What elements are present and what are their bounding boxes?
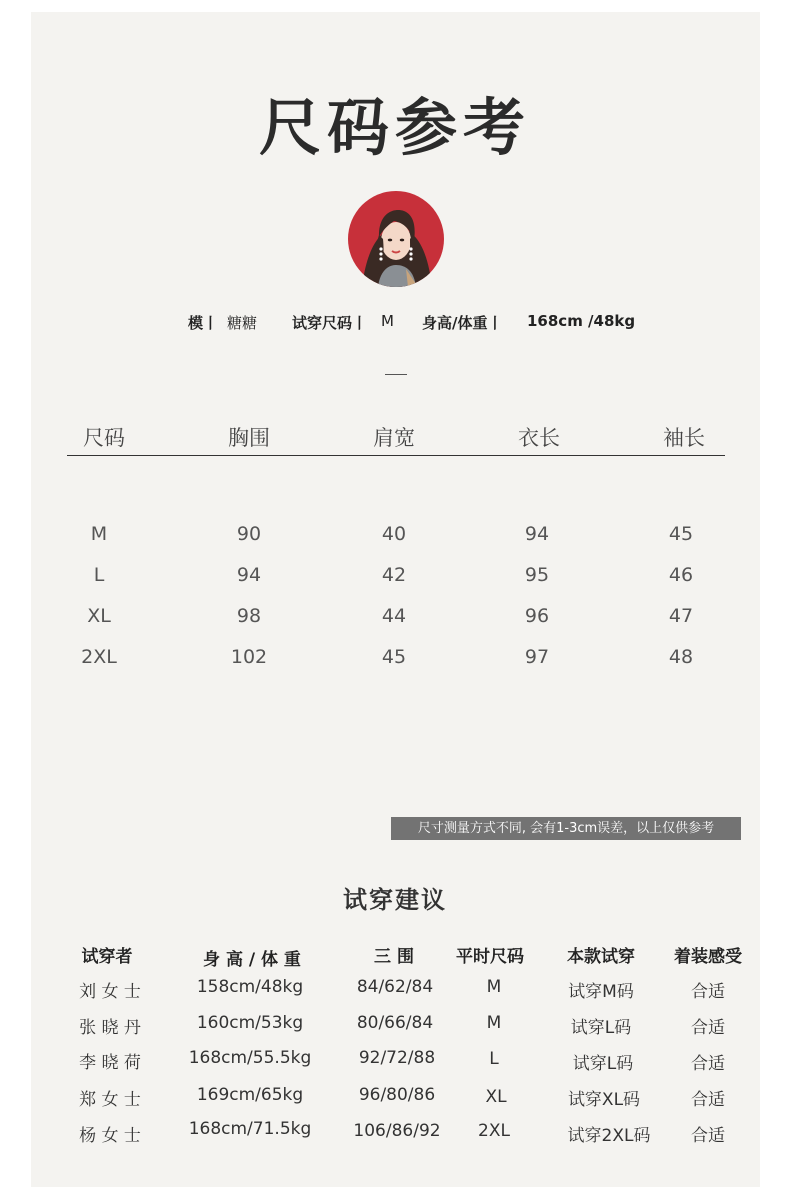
model-avatar — [348, 191, 444, 287]
header-divider — [67, 455, 725, 456]
fit-cell: 试穿L码 — [570, 1018, 632, 1038]
fit-cell: 合适 — [691, 1018, 725, 1038]
size-cell: 40 — [381, 523, 407, 545]
fit-cell: 杨 女 士 — [79, 1126, 141, 1146]
fit-cell: 刘 女 士 — [79, 982, 141, 1002]
fit-table-header: 本款试穿 — [567, 947, 635, 967]
fit-cell: 合适 — [691, 1126, 725, 1146]
size-cell: XL — [87, 605, 111, 627]
measurement-note: 尺寸测量方式不同, 会有1-3cm误差，以上仅供参考 — [391, 817, 741, 840]
size-cell: 46 — [668, 564, 694, 586]
fit-cell: 160cm/53kg — [196, 1013, 304, 1033]
size-table-header: 袖长 — [663, 426, 705, 450]
size-cell: 96 — [524, 605, 550, 627]
fit-cell: 2XL — [478, 1121, 510, 1141]
size-cell: 95 — [524, 564, 550, 586]
fit-cell: 试穿L码 — [572, 1054, 634, 1074]
model-hw-label: 身高/体重丨 — [422, 314, 503, 332]
divider — [385, 374, 407, 375]
fit-cell: 合适 — [691, 1054, 725, 1074]
fit-cell: 168cm/55.5kg — [188, 1048, 312, 1068]
fit-table-header: 身 高 / 体 重 — [203, 950, 301, 970]
model-name: 糖糖 — [227, 314, 258, 332]
fit-cell: 合适 — [691, 982, 725, 1002]
size-table-header: 胸围 — [228, 426, 270, 450]
size-cell: 90 — [236, 523, 262, 545]
size-cell: 97 — [524, 646, 550, 668]
fit-cell: 合适 — [691, 1090, 725, 1110]
fit-cell: M — [486, 1013, 502, 1033]
size-cell: M — [90, 523, 108, 545]
fit-section-title: 试穿建议 — [343, 886, 447, 914]
fit-cell: XL — [485, 1087, 507, 1107]
size-cell: 94 — [524, 523, 550, 545]
size-cell: 47 — [668, 605, 694, 627]
size-cell: L — [93, 564, 105, 586]
size-cell: 94 — [236, 564, 262, 586]
size-table-header: 衣长 — [518, 426, 560, 450]
fit-cell: L — [489, 1049, 499, 1069]
fit-cell: 试穿M码 — [568, 982, 634, 1002]
size-cell: 45 — [381, 646, 407, 668]
fit-cell: 96/80/86 — [358, 1085, 436, 1105]
size-cell: 2XL — [81, 646, 117, 668]
fit-table-header: 着装感受 — [674, 947, 742, 967]
model-size-label: 试穿尺码丨 — [292, 314, 368, 332]
fit-table-header: 平时尺码 — [456, 947, 524, 967]
fit-cell: 168cm/71.5kg — [188, 1119, 312, 1139]
fit-cell: 92/72/88 — [358, 1048, 436, 1068]
fit-cell: M — [486, 977, 502, 997]
fit-cell: 试穿XL码 — [567, 1090, 641, 1110]
model-portrait-image — [348, 191, 444, 287]
size-cell: 102 — [230, 646, 268, 668]
fit-cell: 106/86/92 — [353, 1121, 441, 1141]
size-cell: 98 — [236, 605, 262, 627]
fit-cell: 郑 女 士 — [79, 1090, 141, 1110]
model-size: M — [381, 312, 394, 330]
page-title: 尺码参考 — [258, 91, 531, 164]
fit-cell: 158cm/48kg — [196, 977, 304, 997]
size-cell: 42 — [381, 564, 407, 586]
model-hw: 168cm /48kg — [527, 312, 636, 330]
fit-table-header: 三 围 — [374, 947, 414, 967]
model-name-label: 模丨 — [188, 314, 219, 332]
size-table-header: 肩宽 — [373, 426, 415, 450]
fit-cell: 80/66/84 — [356, 1013, 434, 1033]
size-cell: 45 — [668, 523, 694, 545]
fit-cell: 84/62/84 — [356, 977, 434, 997]
fit-cell: 张 晓 丹 — [79, 1018, 141, 1038]
size-guide-card — [31, 12, 760, 1187]
size-cell: 48 — [668, 646, 694, 668]
fit-cell: 李 晓 荷 — [79, 1053, 141, 1073]
fit-cell: 试穿2XL码 — [567, 1126, 651, 1146]
fit-cell: 169cm/65kg — [196, 1085, 304, 1105]
size-table-header: 尺码 — [83, 426, 125, 450]
size-cell: 44 — [381, 605, 407, 627]
fit-table-header: 试穿者 — [81, 947, 133, 967]
